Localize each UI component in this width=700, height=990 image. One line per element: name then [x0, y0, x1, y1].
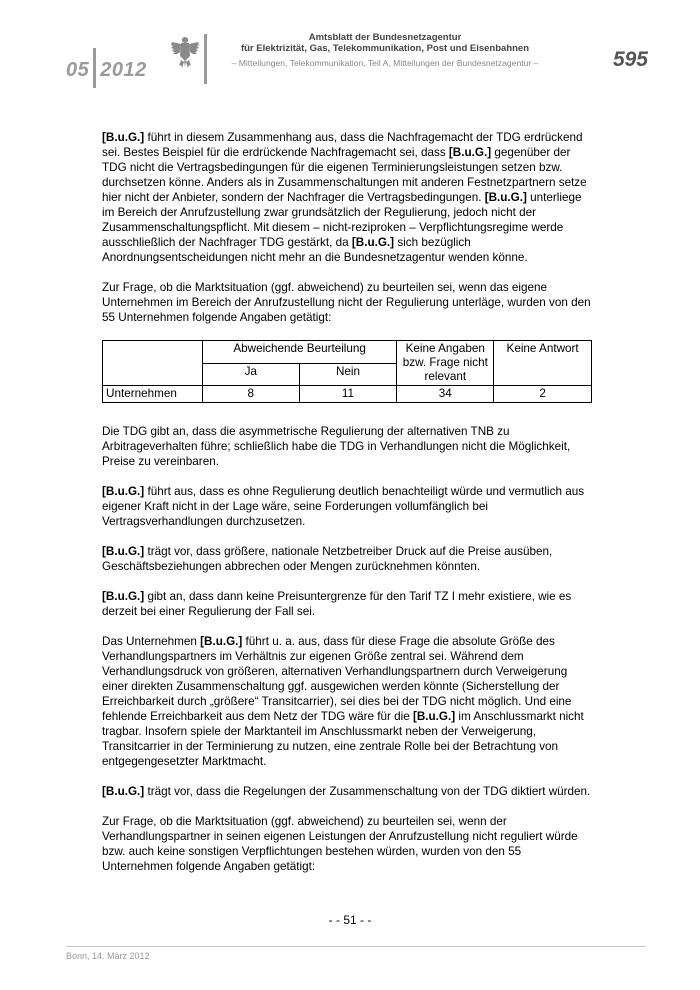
footer-date: Bonn, 14. März 2012 [66, 951, 150, 961]
footer-rule [66, 946, 646, 947]
table-header-nein: Nein [299, 363, 397, 386]
issue-number: 05 [66, 59, 90, 81]
table-cell-keine-antwort: 2 [494, 386, 592, 403]
redaction-marker: [B.u.G.] [351, 236, 395, 249]
text-segment: trägt vor, dass größere, nationale Netzbetreiber Druck auf die Preise ausüben, Geschäftsbeziehungen abbrechen oder Mengen zurücknehmen könnten. [102, 545, 553, 573]
table-header-row [103, 341, 592, 364]
page-indicator: - - 51 - - [328, 913, 372, 927]
journal-title-line1: Amtsblatt der Bundesnetzagentur [308, 32, 462, 43]
text-segment: unterliege im Bereich der Anrufzustellung zwar grundsätzlich der Regulierung, jedoch nicht der Zusammenschaltungspflicht. Mit diesem – nicht-reziproken – Verpflichtungsregime werde ausschließlich der Nachfrager TDG gestärkt, da [102, 191, 582, 249]
text-segment: führt in diesem Zusammenhang aus, dass die Nachfragemacht der TDG erdrückend sei. Bestes Beispiel für die erdrückende Nachfragemacht sei, dass [102, 131, 583, 159]
paragraph-4 [102, 484, 594, 529]
table-header-keine-angaben: Keine Angaben bzw. Frage nicht relevant [397, 341, 494, 386]
journal-page-number: 595 [612, 48, 648, 71]
text-segment: führt u. a. aus, dass für diese Frage die absolute Größe des Verhandlungspartners im Verhältnis zur eigenen Größe zentral sei. Während dem Verhandlungsdruck von größeren, alternativen Verhandlungspartnern durch Verweigerung einer direkten Zusammenschaltung ggf. ausgewichen werden könnte (Sicherstellung der Erreichbarkeit durch „größere“ Transitcarrier), sei dies bei der TDG nicht möglich. Und eine fehlende Erreichbarkeit aus dem Netz der TDG wäre für die [102, 635, 572, 723]
table-cell-ja: 8 [202, 386, 299, 403]
table-row-label: Unternehmen [103, 386, 203, 403]
journal-subtitle: – Mitteilungen, Telekommunikation, Teil A, Mitteilungen der Bundesnetzagentur – [231, 58, 539, 68]
journal-title-line2: für Elektrizität, Gas, Telekommunikation, Post und Eisenbahnen [240, 43, 530, 54]
text-segment: im Anschlussmarkt nicht tragbar. Insofern spiele der Marktanteil im Anschlussmarkt neben der Verweigerung, Transitcarrier in der Terminierung zu nutzen, eine zentrale Rolle bei der Betrachtung von entgegengesetzter Marktmacht. [102, 710, 584, 768]
document-body [102, 130, 594, 889]
text-segment: Zur Frage, ob die Marktsituation (ggf. abweichend) zu beurteilen sei, wenn der Verhandlungspartner in seinen eigenen Leistungen der Anrufzustellung nicht reguliert würde bzw. auch keine sonstigen Verpflichtungen bestehen würden, wurden von den 55 Unternehmen folgende Angaben getätigt: [102, 815, 578, 873]
paragraph-1 [102, 130, 594, 265]
redaction-marker: [B.u.G.] [102, 485, 145, 498]
redaction-marker: [B.u.G.] [448, 146, 492, 159]
federal-eagle-icon [170, 34, 200, 70]
issue-year: 2012 [100, 59, 147, 81]
redaction-marker: [B.u.G.] [102, 131, 145, 144]
redaction-marker: [B.u.G.] [200, 635, 243, 648]
text-segment: trägt vor, dass die Regelungen der Zusammenschaltung von der TDG diktiert würden. [144, 785, 591, 798]
paragraph-5 [102, 544, 594, 574]
table-row [103, 386, 592, 403]
paragraph-9 [102, 814, 594, 874]
survey-table [102, 340, 592, 403]
paragraph-7 [102, 634, 594, 769]
issue-label [66, 48, 147, 88]
table-cell-keine-angaben: 34 [397, 386, 494, 403]
table-group-header: Abweichende Beurteilung [202, 341, 396, 364]
table-header-keine-antwort: Keine Antwort [494, 341, 592, 386]
text-segment: gegenüber der TDG nicht die Vertragsbedingungen für die eigenen Terminierungsleistungen setzen bzw. durchsetzen könne. Anders als in Zusammenschaltungen mit anderen Festnetzpartnern setze hier nicht der Anbieter, sondern der Nachfrager die Vertragsbedingungen. [102, 146, 587, 204]
redaction-marker: [B.u.G.] [102, 545, 145, 558]
table-cell-nein: 11 [299, 386, 397, 403]
issue-separator [93, 48, 96, 88]
journal-title [212, 32, 558, 54]
paragraph-2: Zur Frage, ob die Marktsituation (ggf. abweichend) zu beurteilen sei, wenn das eigene Unternehmen im Bereich der Anrufzustellung nicht der Regulierung unterläge, wurden von den 55 Unternehmen folgende Angaben getätigt: [102, 281, 591, 324]
text-segment: sich bezüglich Anordnungsentscheidungen nicht mehr an die Bundesnetzagentur wenden könne. [102, 236, 528, 264]
table-corner-cell [103, 341, 203, 386]
paragraph-6 [102, 589, 594, 619]
redaction-marker: [B.u.G.] [484, 191, 527, 204]
redaction-marker: [B.u.G.] [102, 590, 145, 603]
text-segment: gibt an, dass dann keine Preisuntergrenze für den Tarif TZ I mehr existiere, wie es derzeit bei einer Regulierung der Fall sei. [102, 590, 572, 618]
text-segment: Die TDG gibt an, dass die asymmetrische Regulierung der alternativen TNB zu Arbitrageverhalten führe; schließlich habe die TDG in Verhandlungen nicht die Möglichkeit, Preise zu vereinbaren. [102, 425, 571, 468]
paragraph-3 [102, 424, 594, 469]
redaction-marker: [B.u.G.] [102, 785, 145, 798]
header-divider [204, 34, 207, 84]
text-segment: führt aus, dass es ohne Regulierung deutlich benachteiligt würde und vermutlich aus eigener Kraft nicht in der Lage wäre, seine Forderungen vollumfänglich bei Vertragsverhandlungen durchzusetzen. [102, 485, 585, 528]
table-header-ja: Ja [202, 363, 299, 386]
paragraph-8 [102, 784, 594, 799]
text-segment: Das Unternehmen [102, 635, 201, 648]
redaction-marker: [B.u.G.] [412, 710, 456, 723]
